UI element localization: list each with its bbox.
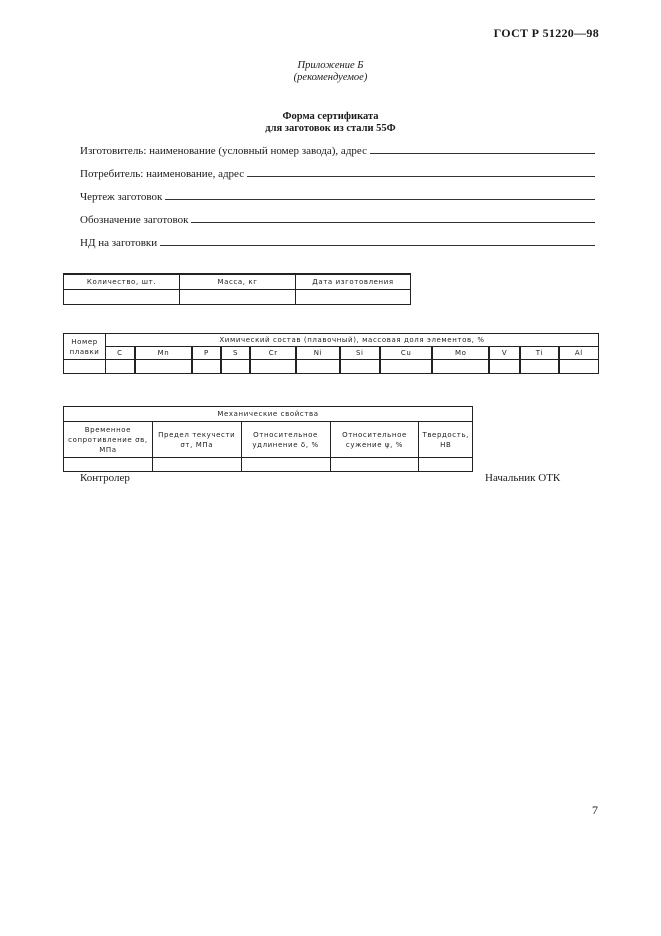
element-v: V <box>489 347 520 360</box>
value-mo[interactable] <box>432 360 489 374</box>
field-consumer-line <box>247 167 595 177</box>
field-nd-label: НД на заготовки <box>80 237 158 249</box>
value-mn[interactable] <box>135 360 192 374</box>
elongation-header: Относительное удлинение δ, % <box>241 422 330 458</box>
field-drawing-line <box>165 190 595 200</box>
value-c[interactable] <box>106 360 135 374</box>
yield-strength-cell[interactable] <box>152 458 241 472</box>
field-drawing-label: Чертеж заготовок <box>80 191 163 203</box>
hardness-header: Твердость, НВ <box>419 422 473 458</box>
page-number: 7 <box>592 803 598 817</box>
date-cell[interactable] <box>296 289 411 304</box>
chemistry-group-header: Химический состав (плавочный), массовая доля элементов, % <box>106 334 599 347</box>
appendix-note: (рекомендуемое) <box>293 72 368 83</box>
mass-header: Масса, кг <box>180 274 296 289</box>
element-s: S <box>221 347 251 360</box>
element-cr: Cr <box>250 347 296 360</box>
chemistry-table <box>63 333 599 374</box>
element-c: C <box>106 347 135 360</box>
element-cu: Cu <box>380 347 432 360</box>
field-consumer <box>80 167 595 180</box>
element-si: Si <box>340 347 380 360</box>
element-ti: Ti <box>520 347 559 360</box>
field-manufacturer-label: Изготовитель: наименование (условный номер завода), адрес <box>80 145 367 157</box>
quantity-table <box>63 273 411 305</box>
reduction-cell[interactable] <box>330 458 419 472</box>
mechanical-table <box>63 406 473 472</box>
appendix-title: Приложение Б <box>297 60 364 71</box>
appendix-heading <box>0 60 661 84</box>
mass-cell[interactable] <box>180 289 296 304</box>
value-s[interactable] <box>221 360 251 374</box>
field-consumer-label: Потребитель: наименование, адрес <box>80 168 245 180</box>
hardness-cell[interactable] <box>419 458 473 472</box>
field-designation <box>80 213 595 226</box>
element-ni: Ni <box>296 347 340 360</box>
field-designation-line <box>191 213 595 223</box>
field-manufacturer <box>80 144 595 157</box>
form-title-line2: для заготовок из стали 55Ф <box>265 122 396 134</box>
value-ti[interactable] <box>520 360 559 374</box>
value-p[interactable] <box>192 360 221 374</box>
field-nd <box>80 236 595 249</box>
element-mn: Mn <box>135 347 192 360</box>
field-nd-line <box>160 236 595 246</box>
value-cu[interactable] <box>380 360 432 374</box>
tensile-strength-cell[interactable] <box>64 458 153 472</box>
heat-number-cell[interactable] <box>64 360 106 374</box>
mechanical-group-header: Механические свойства <box>64 407 473 422</box>
yield-strength-header: Предел текучести σт, МПа <box>152 422 241 458</box>
otk-head-signature: Начальник ОТК <box>485 472 561 484</box>
value-si[interactable] <box>340 360 380 374</box>
value-ni[interactable] <box>296 360 340 374</box>
controller-signature: Контролер <box>80 472 130 484</box>
form-title <box>0 111 661 134</box>
element-al: Al <box>559 347 599 360</box>
qty-cell[interactable] <box>64 289 180 304</box>
elongation-cell[interactable] <box>241 458 330 472</box>
field-manufacturer-line <box>370 144 595 154</box>
value-v[interactable] <box>489 360 520 374</box>
value-cr[interactable] <box>250 360 296 374</box>
field-designation-label: Обозначение заготовок <box>80 214 189 226</box>
element-p: P <box>192 347 221 360</box>
date-header: Дата изготовления <box>296 274 411 289</box>
reduction-header: Относительное сужение ψ, % <box>330 422 419 458</box>
tensile-strength-header: Временное сопротивление σв, МПа <box>64 422 153 458</box>
qty-header: Количество, шт. <box>64 274 180 289</box>
standard-header: ГОСТ Р 51220—98 <box>493 26 599 40</box>
element-mo: Mo <box>432 347 489 360</box>
value-al[interactable] <box>559 360 599 374</box>
field-drawing <box>80 190 595 203</box>
form-title-line1: Форма сертификата <box>282 111 379 122</box>
heat-number-header: Номер плавки <box>64 334 106 360</box>
